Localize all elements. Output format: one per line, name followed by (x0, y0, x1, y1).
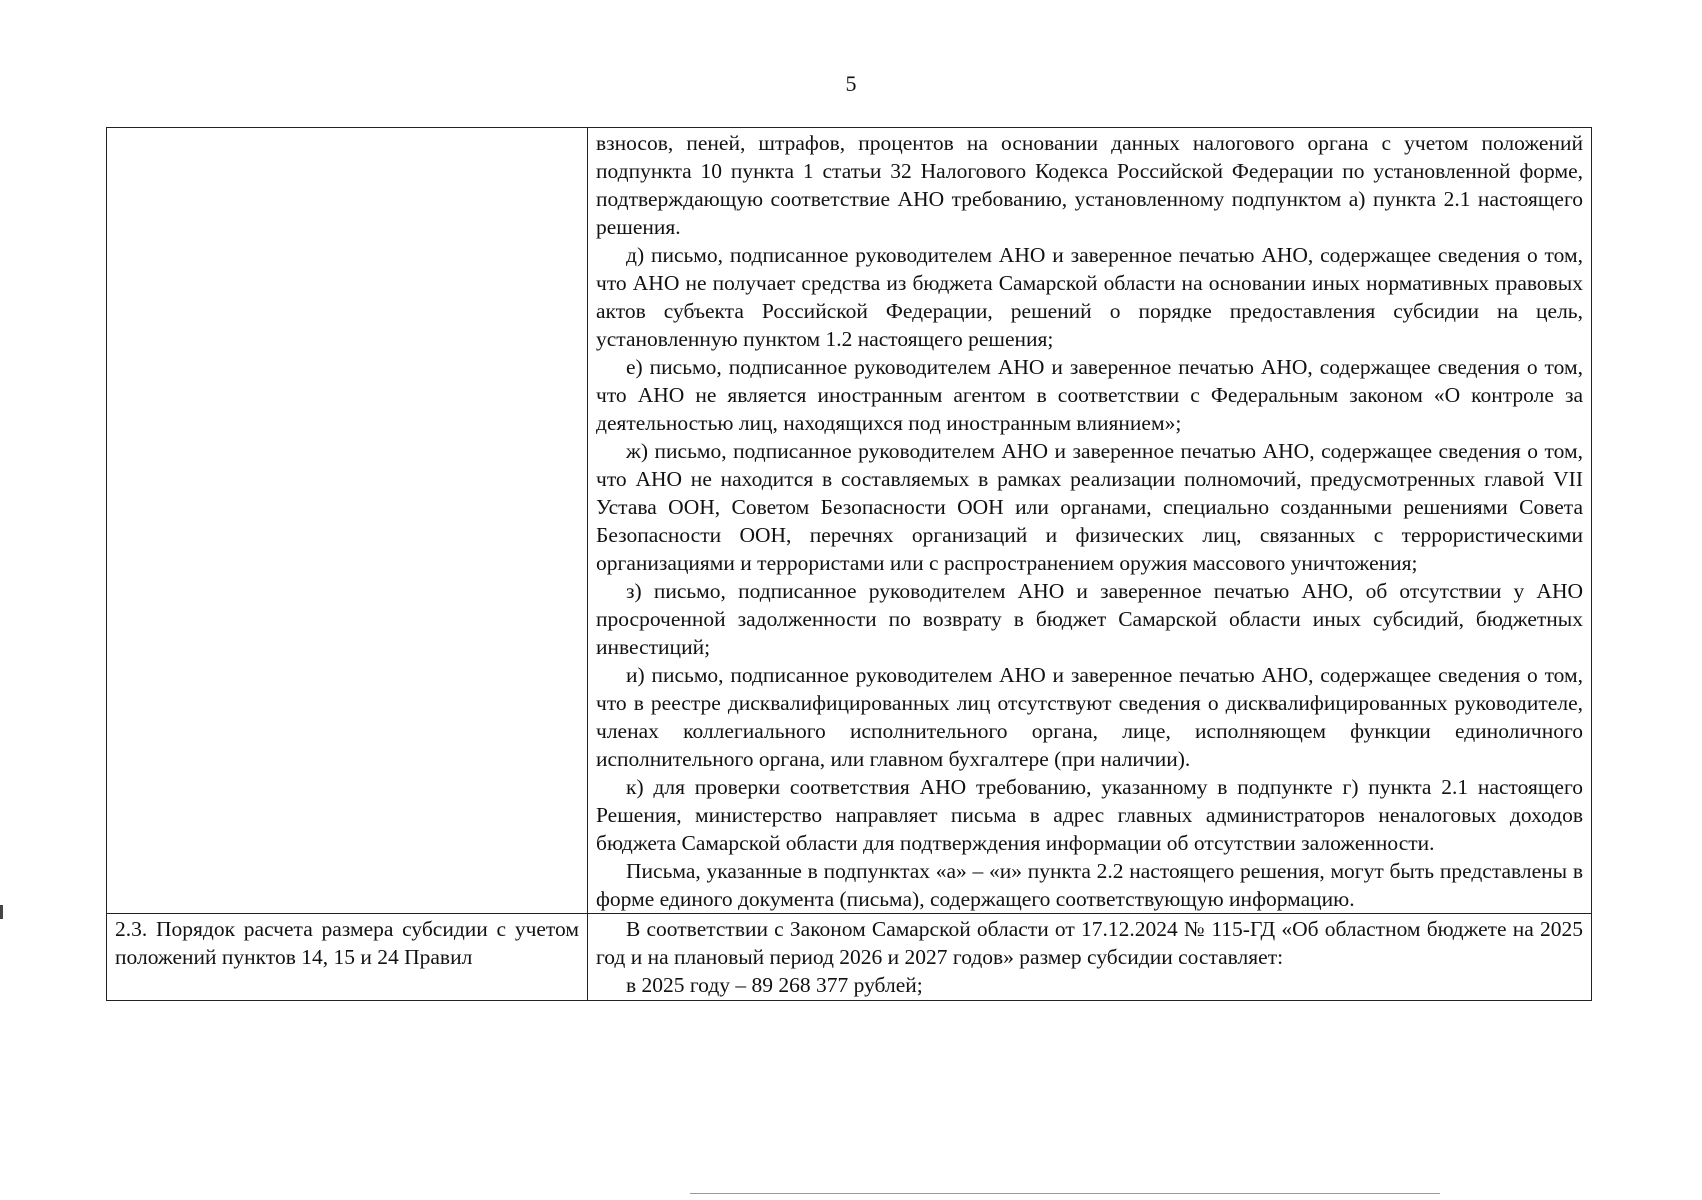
paragraph-letters-note: Письма, указанные в подпунктах «а» – «и» пункта 2.2 настоящего решения, могут быть представлены в форме единого документа (письма), содержащего соответствующую информацию. (596, 859, 1583, 911)
paragraph-item-e: е) письмо, подписанное руководителем АНО и заверенное печатью АНО, содержащее сведения о том, что АНО не является иностранным агентом в соответствии с Федеральным законом «О контроле за деятельностью лиц, находящихся под иностранным влиянием»; (596, 355, 1583, 435)
table-row (107, 914, 1592, 1001)
scan-edge-mark (0, 905, 3, 919)
paragraph-item-i: и) письмо, подписанное руководителем АНО и заверенное печатью АНО, содержащее сведения о том, что в реестре дисквалифицированных лиц отсутствуют сведения о дисквалифицированных руководителе, членах коллегиального исполнительного органа, лице, исполняющем функции единоличного исполнительного органа, или главном бухгалтере (при наличии). (596, 663, 1583, 771)
paragraph-amount-2025: в 2025 году – 89 268 377 рублей; (626, 973, 923, 997)
paragraph-law-reference: В соответствии с Законом Самарской области от 17.12.2024 № 115-ГД «Об областном бюджете на 2025 год и на плановый период 2026 и 2027 годов» размер субсидии составляет: (596, 917, 1583, 969)
paragraph-item-z: з) письмо, подписанное руководителем АНО и заверенное печатью АНО, об отсутствии у АНО просроченной задолженности по возврату в бюджет Самарской области иных субсидий, бюджетных инвестиций; (596, 579, 1583, 659)
paragraph-item-k: к) для проверки соответствия АНО требованию, указанному в подпункте г) пункта 2.1 настоящего Решения, министерство направляет письма в адрес главных администраторов неналоговых доходов бюджета Самарской области для подтверждения информации об отсутствии заложенности. (596, 775, 1583, 855)
section-heading-2-3: 2.3. Порядок расчета размера субсидии с учетом положений пунктов 14, 15 и 24 Правил (115, 917, 579, 969)
page-number: 5 (845, 71, 857, 96)
table-row (107, 128, 1592, 914)
scan-bottom-rule (690, 1193, 1440, 1194)
table-cell-left (107, 914, 588, 1001)
paragraph-item-zh: ж) письмо, подписанное руководителем АНО и заверенное печатью АНО, содержащее сведения о том, что АНО не находится в составляемых в рамках реализации полномочий, предусмотренных главой VII Устава ООН, Советом Безопасности ООН или органами, специально созданными решениями Совета Безопасности ООН, перечнях организаций и физических лиц, связанных с террористическими организациями и террористами или с распространением оружия массового уничтожения; (596, 439, 1583, 575)
table-cell-right (588, 914, 1592, 1001)
paragraph-continuation: взносов, пеней, штрафов, процентов на основании данных налогового органа с учетом положений подпункта 10 пункта 1 статьи 32 Налогового Кодекса Российской Федерации по установленной форме, подтверждающую соответствие АНО требованию, установленному подпунктом а) пункта 2.1 настоящего решения. (596, 131, 1583, 239)
table-cell-right (588, 128, 1592, 914)
document-table (106, 127, 1592, 1001)
table-cell-left (107, 128, 588, 914)
paragraph-item-d: д) письмо, подписанное руководителем АНО и заверенное печатью АНО, содержащее сведения о том, что АНО не получает средства из бюджета Самарской области на основании иных нормативных правовых актов субъекта Российской Федерации, решений о порядке предоставления субсидии на цель, установленную пунктом 1.2 настоящего решения; (596, 243, 1583, 351)
